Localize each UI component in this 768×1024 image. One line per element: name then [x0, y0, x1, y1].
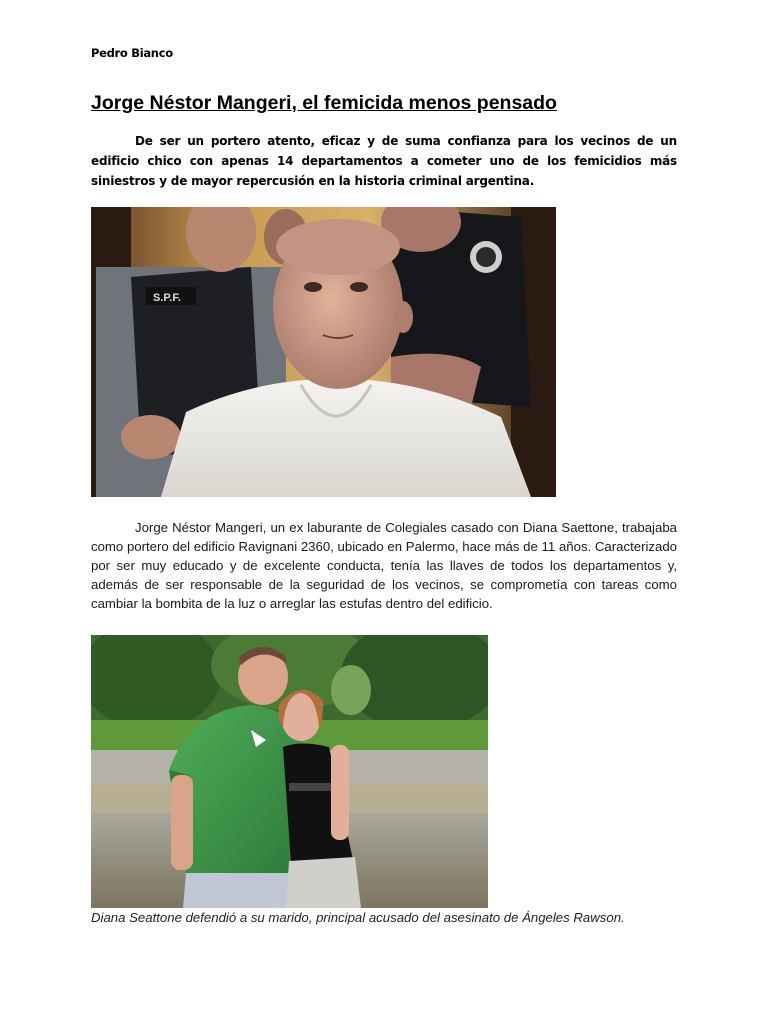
body-paragraph: Jorge Néstor Mangeri, un ex laburante de Colegiales casado con Diana Saettone, trabajaba como portero del edificio Ravignani 2360, ubicado en Palermo, hace más de 11 años. Caracterizado por ser muy educado y de excelente conducta, tenía las llaves de todos los departamentos y, además de ser responsable de la seguridad de los vecinos, se comprometía con tareas como cambiar la bombita de la luz o arreglar las estufas dentro del edificio.	[91, 520, 677, 611]
photo-couple-river	[91, 635, 488, 908]
photo-mangeri-escorted	[91, 207, 556, 497]
spf-badge: S.P.F.	[153, 292, 181, 304]
article-title: Jorge Néstor Mangeri, el femicida menos pensado	[91, 92, 557, 114]
photo-caption: Diana Seattone defendió a su marido, principal acusado del asesinato de Ángeles Rawson.	[91, 910, 625, 925]
lead-paragraph: De ser un portero atento, eficaz y de suma confianza para los vecinos de un edificio chico con apenas 14 departamentos a cometer uno de los femicidios más siniestros y de mayor repercusión en la historia criminal argentina.	[91, 134, 677, 188]
author-name: Pedro Bianco	[91, 46, 173, 60]
